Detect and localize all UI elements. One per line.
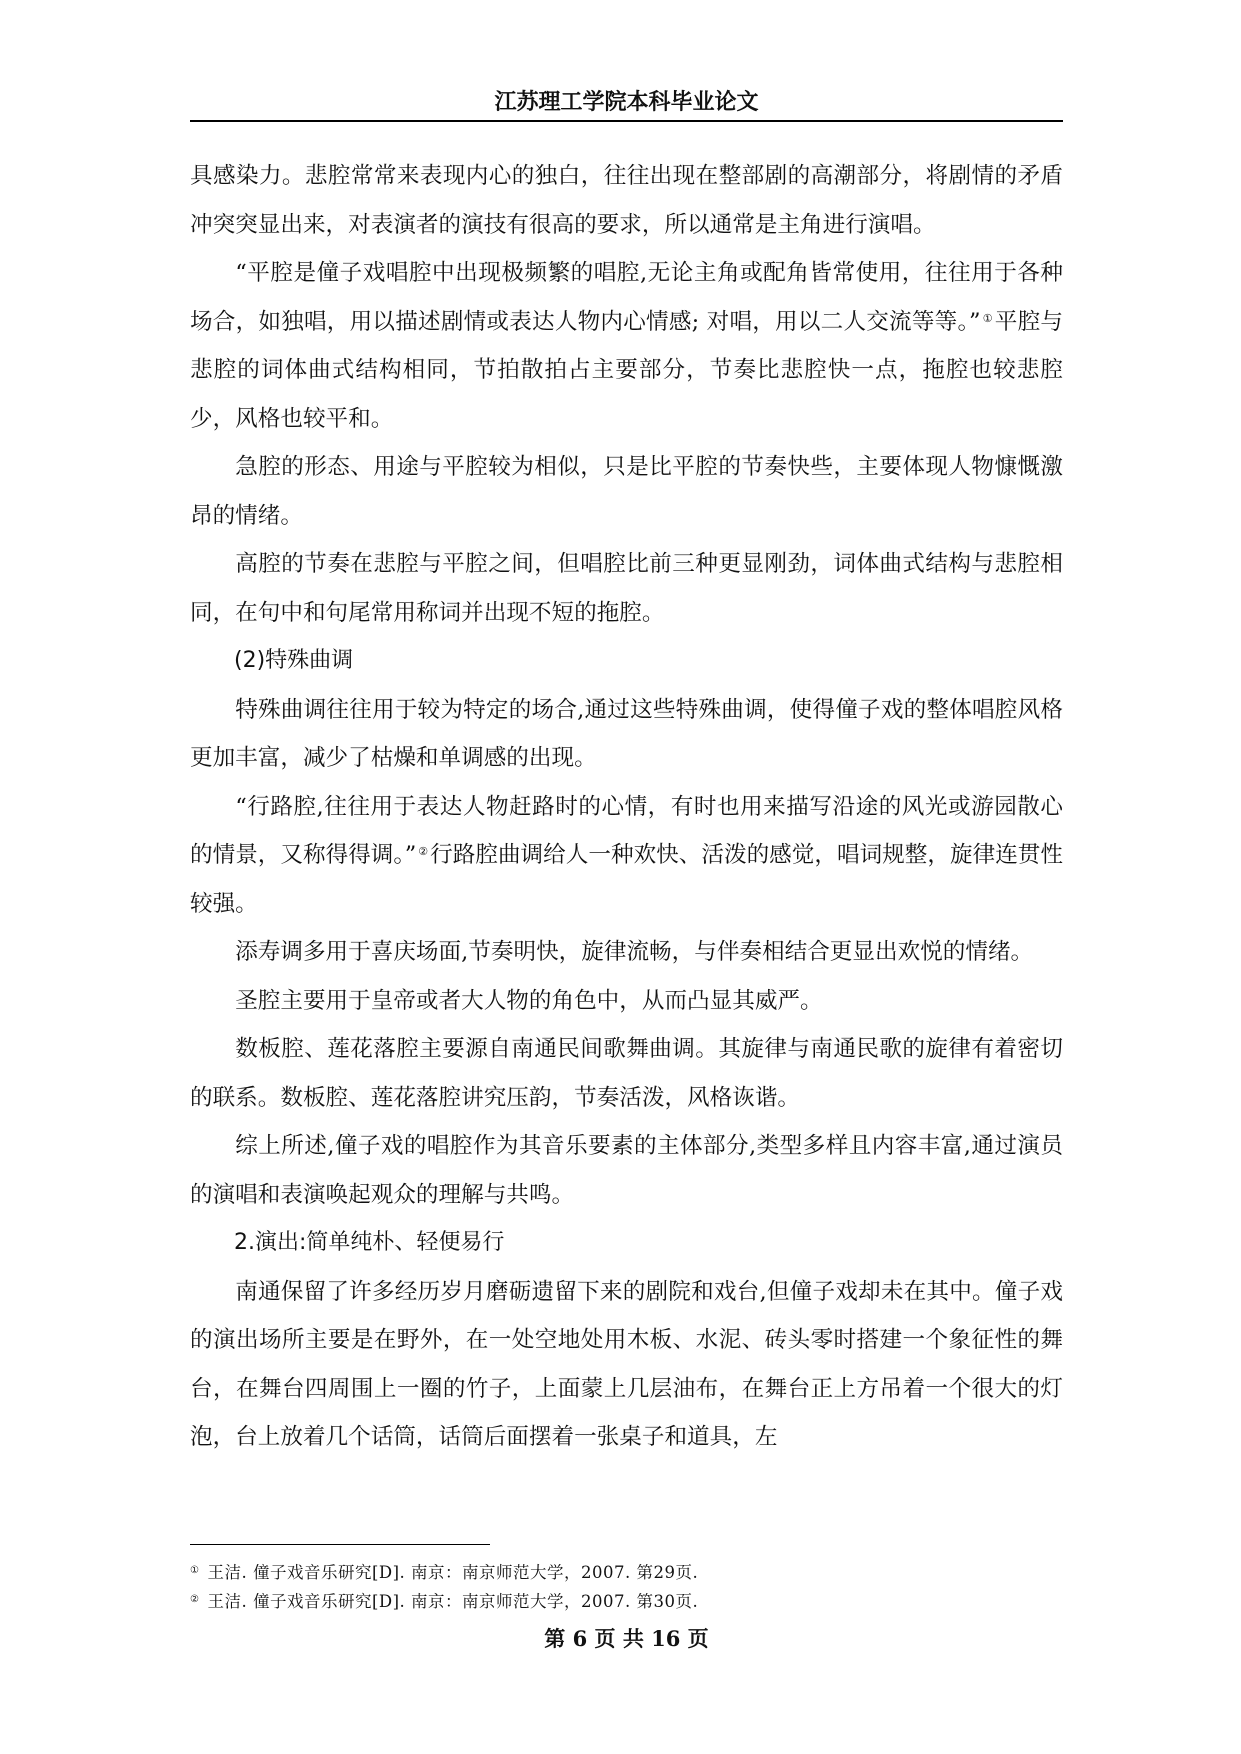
paragraph-2 [190, 249, 1063, 443]
footnote-text: 王洁. 僮子戏音乐研究[D]. 南京：南京师范大学，2007. 第29页. [207, 1563, 699, 1582]
footnote-rule [190, 1544, 490, 1545]
paragraph-1: 具感染力。悲腔常常来表现内心的独白，往往出现在整部剧的高潮部分，将剧情的矛盾冲突突显出来，对表演者的演技有很高的要求，所以通常是主角进行演唱。 [190, 163, 1063, 238]
paragraph-4: 高腔的节奏在悲腔与平腔之间，但唱腔比前三种更显刚劲，词体曲式结构与悲腔相同，在句中和句尾常用称词并出现不短的拖腔。 [190, 551, 1063, 626]
paragraph-3: 急腔的形态、用途与平腔较为相似，只是比平腔的节奏快些，主要体现人物慷慨激昂的情绪。 [190, 454, 1063, 529]
footnote-ref-1[interactable]: ① [982, 311, 993, 325]
paragraph-6-quote: “行路腔,往往用于表达人物赶路时的心情，有时也用来描写沿途的风光或游园散心的情景，又称得得调。” [190, 793, 1063, 868]
body-text [190, 152, 1063, 1462]
page-number: 第 6 页 共 16 页 [544, 1626, 709, 1651]
paragraph-2-rest: 平腔与悲腔的词体曲式结构相同，节拍散拍占主要部分，节奏比悲腔快一点，拖腔也较悲腔少，风格也较平和。 [190, 308, 1063, 432]
paragraph-7: 添寿调多用于喜庆场面,节奏明快，旋律流畅，与伴奏相结合更显出欢悦的情绪。 [235, 939, 1034, 965]
footnote-ref-2[interactable]: ② [418, 845, 429, 858]
header-rule [190, 120, 1063, 122]
footnote-2 [190, 1586, 1063, 1615]
paragraph-10: 综上所述,僮子戏的唱腔作为其音乐要素的主体部分,类型多样且内容丰富,通过演员的演唱和表演唤起观众的理解与共鸣。 [190, 1133, 1063, 1208]
section-heading-performance: 2.演出:简单纯朴、轻便易行 [234, 1230, 505, 1255]
footnote-text: 王洁. 僮子戏音乐研究[D]. 南京：南京师范大学，2007. 第30页. [207, 1592, 699, 1611]
paragraph-6-rest: 行路腔曲调给人一种欢快、活泼的感觉，唱词规整，旋律连贯性较强。 [190, 842, 1063, 917]
paragraph-9: 数板腔、莲花落腔主要源自南通民间歌舞曲调。其旋律与南通民歌的旋律有着密切的联系。数板腔、莲花落腔讲究压韵，节奏活泼，风格诙谐。 [190, 1036, 1063, 1111]
footnote-mark: ② [190, 1594, 200, 1605]
paragraph-2-quote: “平腔是僮子戏唱腔中出现极频繁的唱腔,无论主角或配角皆常使用，往往用于各种场合，如独唱，用以描述剧情或表达人物内心情感; 对唱，用以二人交流等等。” [190, 260, 1063, 335]
footnote-1 [190, 1557, 1063, 1586]
paragraph-6 [190, 783, 1063, 929]
paragraph-8: 圣腔主要用于皇帝或者大人物的角色中，从而凸显其威严。 [235, 987, 823, 1014]
section-heading-special-tunes: (2)特殊曲调 [234, 648, 354, 673]
running-header: 江苏理工学院本科毕业论文 [494, 90, 759, 115]
paragraph-5: 特殊曲调往往用于较为特定的场合,通过这些特殊曲调，使得僮子戏的整体唱腔风格更加丰富，减少了枯燥和单调感的出现。 [190, 696, 1063, 771]
footnotes [190, 1557, 1063, 1615]
paragraph-11: 南通保留了许多经历岁月磨砺遗留下来的剧院和戏台,但僮子戏却未在其中。僮子戏的演出场所主要是在野外，在一处空地处用木板、水泥、砖头零时搭建一个象征性的舞台，在舞台四周围上一圈的竹子，上面蒙上几层油布，在舞台正上方吊着一个很大的灯泡，台上放着几个话筒，话筒后面摆着一张桌子和道具，左 [190, 1278, 1063, 1450]
footnote-mark: ① [190, 1565, 200, 1576]
